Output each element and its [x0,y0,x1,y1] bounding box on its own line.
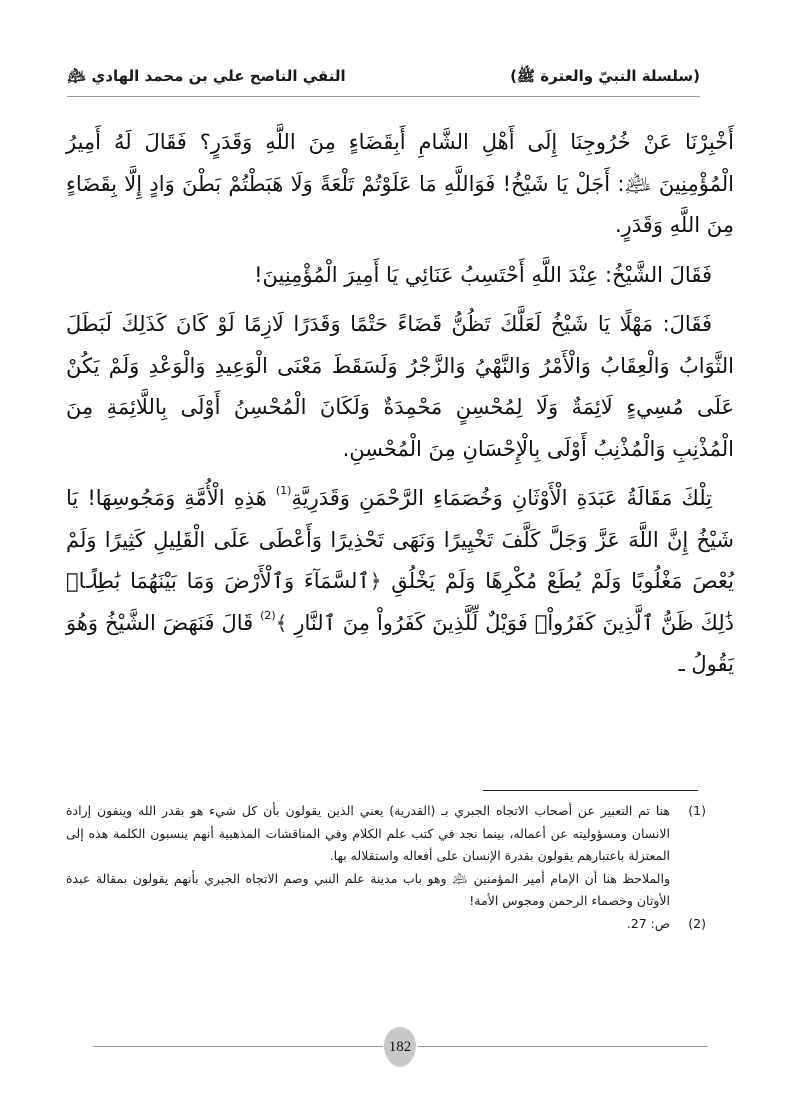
header-series-title: (سلسلة النبيّ والعترة ﷺ) [510,67,700,85]
verse-close-ornament-icon: ﴾ [275,610,288,635]
paragraph-text: قَالَ فَنَهَضَ الشَّيْخُ وَهُوَ يَقُولُ ـ [66,610,734,676]
footnote-divider [483,790,698,791]
footnote-paragraph: والملاحظ هنا أن الإمام أمير المؤمنين ﵇ وهو باب مدينة علم النبي وصم الاتجاه الجبري بأنهم يقولون بمقالة عبدة الأوثان وخصماء الرحمن ومجوس الأمة! [66,870,670,908]
footnote-1 [66,800,706,913]
paragraph: أَخْبِرْنَا عَنْ خُرُوجِنَا إِلَى أَهْلِ الشَّامِ أَبِقَضَاءٍ مِنَ اللَّهِ وَقَدَرٍ؟ فَقَالَ لَهُ أَمِيرُ الْمُؤْمِنِينَ ﵇: أَجَلْ يَا شَيْخُ! فَوَاللَّهِ مَا عَلَوْتُمْ تَلْعَةً وَلَا هَبَطْتُمْ بَطْنَ وَادٍ إِلَّا بِقَضَاءٍ مِنَ اللَّهِ وَقَدَرٍ. [66,130,734,237]
footnote-number: (2) [688,915,706,931]
quran-verse: ٱلسَّمَآءَ وَٱلْأَرْضَ وَمَا بَيْنَهُمَا بَٰطِلًاۚ ذَٰلِكَ ظَنُّ ٱلَّذِينَ كَفَرُواْۚ فَوَيْلٌ لِّلَّذِينَ كَفَرُواْ مِنَ ٱلنَّارِ [66,569,734,635]
footnote-2 [66,913,706,936]
footnote-text [66,913,670,936]
page-number-badge: 182 [384,1027,416,1067]
paragraph [66,478,734,686]
footnote-marker-2[interactable]: (2) [260,608,276,622]
footnote-marker-1[interactable]: (1) [275,484,292,497]
header-divider [67,96,700,97]
footnote-text [66,800,670,913]
footnote-paragraph: هنا تم التعبير عن أصحاب الاتجاه الجبري بـ (القدرية) يعني الذين يقولون بأن كل شيء هو بقدر الله وينفون إرادة الانسان ومسؤوليته عن أعماله، بينما نجد في كتب علم الكلام وفي المناقشات المذهبية أنهم ينسبون الكلمة هذه إلى المعتزلة باعتبارهم يقولون بقدرة الإنسان على أفعاله واستقلاله بها. [66,803,670,863]
paragraph: فَقَالَ: مَهْلًا يَا شَيْخُ لَعَلَّكَ تَظُنُّ قَضَاءً حَتْمًا وَقَدَرًا لَازِمًا لَوْ كَانَ كَذَلِكَ لَبَطَلَ الثَّوَابُ وَالْعِقَابُ وَالْأَمْرُ وَالنَّهْيُ وَالزَّجْرُ وَلَسَقَطَ مَعْنَى الْوَعِيدِ وَالْوَعْدِ وَلَمْ يَكُنْ عَلَى مُسِيءٍ لَائِمَةٌ وَلَا لِمُحْسِنٍ مَحْمِدَةٌ وَلَكَانَ الْمُحْسِنُ أَوْلَى بِاللَّائِمَةِ مِنَ الْمُذْنِبِ وَالْمُذْنِبُ أَوْلَى بِالْإِحْسَانِ مِنَ الْمُحْسِنِ. [66,312,734,461]
main-text [66,122,734,686]
header-chapter-title: النقي الناصح علي بن محمد الهادي ﵇ [67,67,346,85]
paragraph-text: هَذِهِ الْأُمَّةِ وَمَجُوسِهَا! يَا شَيْخُ إِنَّ اللَّهَ عَزَّ وَجَلَّ كَلَّفَ تَخْيِيرًا وَنَهَى تَحْذِيرًا وَأَعْطَى عَلَى الْقَلِيلِ كَثِيرًا وَلَمْ يُعْصَ مَغْلُوبًا وَلَمْ يُطَعْ مُكْرِهًا وَلَمْ يَخْلُقِ [66,486,735,593]
footer-divider-left [93,1046,383,1047]
footer-divider-right [418,1046,708,1047]
footnote-paragraph: ص: 27. [626,915,670,931]
paragraph-text: تِلْكَ مَقَالَةُ عَبَدَةِ الْأَوْثَانِ وَخُصَمَاءِ الرَّحْمَنِ وَقَدَرِيَّةِ [291,486,713,510]
footnotes [66,800,706,935]
footnote-number: (1) [688,803,706,818]
verse-open-ornament-icon: ﴿ [369,569,382,593]
paragraph: فَقَالَ الشَّيْخُ: عِنْدَ اللَّهِ أَحْتَسِبُ عَنَائِي يَا أَمِيرَ الْمُؤْمِنِينَ! [254,262,712,287]
running-header [67,60,700,96]
